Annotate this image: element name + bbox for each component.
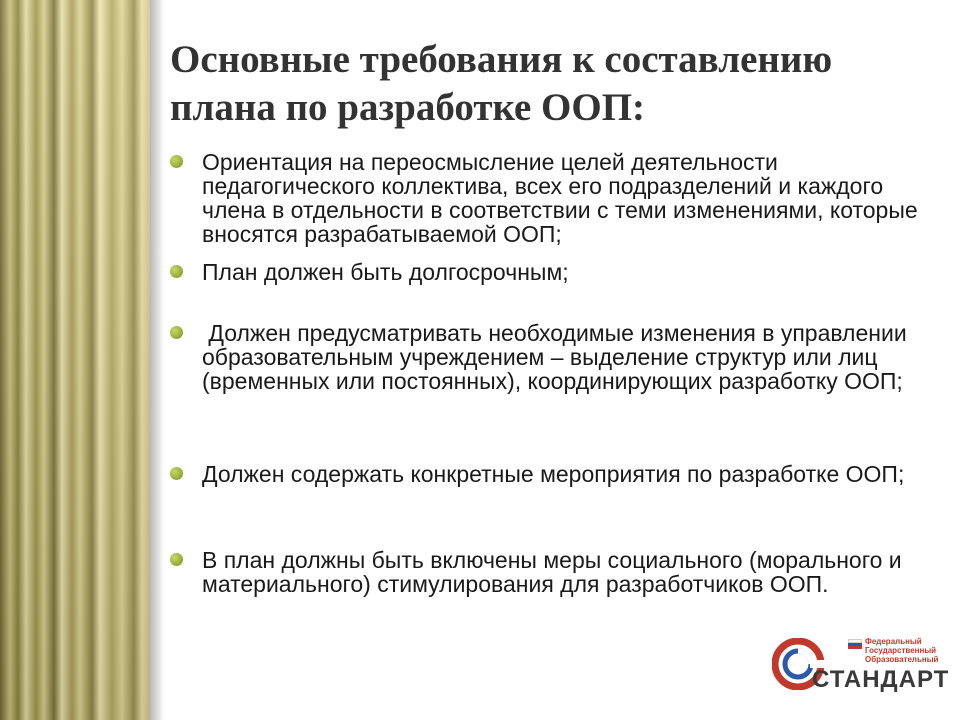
- bullet-dot-icon: [170, 326, 183, 339]
- bullet-dot-icon: [170, 467, 183, 480]
- decorative-gold-band: [0, 0, 150, 720]
- bullet-dot-icon: [170, 155, 183, 168]
- bullet-text: План должен быть долгосрочным;: [202, 259, 569, 285]
- logo-caption: Федеральный Государственный Образовательный: [865, 637, 939, 664]
- slide-title: Основные требования к составлению плана по разработке ООП:: [170, 38, 833, 129]
- bullet-dot-icon: [170, 553, 183, 566]
- bullet-text: Ориентация на переосмысление целей деятельности педагогического коллектива, всех его подразделений и каждого члена в отдельности в соответствии с теми изменениями, которые вносятся разрабатываемой ООП;: [202, 149, 918, 247]
- bullet-text: Должен содержать конкретные мероприятия по разработке ООП;: [202, 461, 905, 487]
- logo-wordmark: СТАНДАРТ: [812, 666, 950, 693]
- russian-flag-icon: [848, 639, 862, 648]
- fgos-logo: [772, 636, 950, 696]
- bullet-text: В план должны быть включены меры социального (морального и материального) стимулирования для разработчиков ООП.: [202, 547, 902, 597]
- bullet-dot-icon: [170, 265, 183, 278]
- bullet-text: Должен предусматривать необходимые изменения в управлении образовательным учреждением – выделение структур или лиц (временных или постоянных), координирующих разработку ООП;: [202, 320, 914, 394]
- band-shadow: [150, 0, 164, 720]
